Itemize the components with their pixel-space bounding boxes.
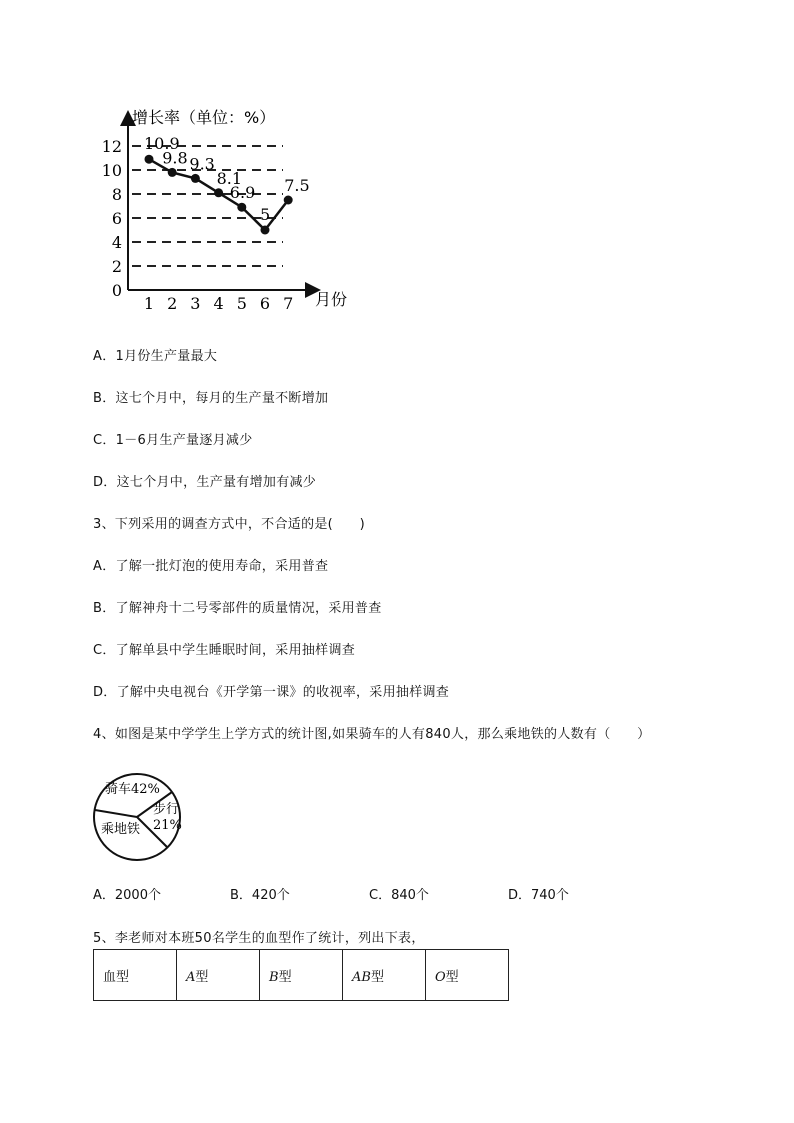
y-tick-label: 4 xyxy=(111,233,122,252)
q4-option-c: C．840个 xyxy=(369,888,429,903)
q3-option-c: C．了解单县中学生睡眠时间，采用抽样调查 xyxy=(93,643,356,658)
growth-rate-line-chart xyxy=(95,100,365,315)
data-label: 8.1 xyxy=(216,168,243,188)
q4-option-d: D．740个 xyxy=(508,888,569,903)
type-letter: AB xyxy=(352,969,371,985)
data-label: 7.5 xyxy=(284,176,310,195)
chart-title: 增长率（单位：%） xyxy=(132,108,276,127)
q3-option-b: B．了解神舟十二号零部件的质量情况，采用普查 xyxy=(93,601,382,616)
data-labels xyxy=(144,134,310,224)
commute-pie-chart xyxy=(90,770,190,865)
table-header-cell xyxy=(260,950,343,1001)
data-point xyxy=(284,196,293,205)
type-letter: B xyxy=(269,969,279,985)
pie-label-walk: 步行 xyxy=(153,802,180,817)
type-suffix: 型 xyxy=(195,969,209,985)
q2-option-d: D．这七个月中，生产量有增加有减少 xyxy=(93,475,317,490)
q3-option-a: A．了解一批灯泡的使用寿命，采用普查 xyxy=(93,559,329,574)
data-label: 9.3 xyxy=(189,154,215,174)
blood-type-label: 血型 xyxy=(103,969,130,985)
type-suffix: 型 xyxy=(278,969,292,985)
q2-option-a: A．1月份生产量最大 xyxy=(93,349,218,364)
q4-stem: 4、如图是某中学学生上学方式的统计图,如果骑车的人有840人，那么乘地铁的人数有（ ） xyxy=(93,727,651,742)
q3-option-d: D．了解中央电视台《开学第一课》的收视率，采用抽样调查 xyxy=(93,685,450,700)
table-header-cell xyxy=(177,950,260,1001)
y-tick-label: 2 xyxy=(111,257,122,276)
q4-option-a: A．2000个 xyxy=(93,888,161,903)
q2-option-b: B．这七个月中，每月的生产量不断增加 xyxy=(93,391,329,406)
y-tick-label: 10 xyxy=(101,161,122,180)
pie-label-bike: 骑车42% xyxy=(105,782,160,797)
data-point xyxy=(237,203,246,212)
q3-stem: 3、下列采用的调查方式中，不合适的是( ) xyxy=(93,517,366,532)
x-tick-label: 6 xyxy=(259,294,271,313)
x-tick-labels xyxy=(144,294,293,313)
data-label: 10.9 xyxy=(144,134,180,154)
y-tick-label: 0 xyxy=(111,281,122,300)
q5-stem: 5、李老师对本班50名学生的血型作了统计，列出下表， xyxy=(93,931,425,946)
x-tick-label: 1 xyxy=(143,294,155,313)
pie-label-walk-pct: 21% xyxy=(153,818,182,833)
type-letter: A xyxy=(186,969,196,985)
data-point xyxy=(261,226,270,235)
type-letter: O xyxy=(435,969,446,985)
y-tick-label: 8 xyxy=(111,185,122,204)
y-tick-label: 6 xyxy=(111,209,122,228)
table-header-cell xyxy=(343,950,426,1001)
data-point xyxy=(145,155,154,164)
table-header-cell xyxy=(94,950,177,1001)
data-point xyxy=(168,168,177,177)
x-tick-label: 2 xyxy=(167,294,178,313)
x-tick-label: 3 xyxy=(190,294,201,313)
table-header-cell xyxy=(426,950,509,1001)
pie-divider-subway-bike xyxy=(95,810,137,817)
x-axis-label: 月份 xyxy=(315,290,348,309)
data-label: 6.9 xyxy=(229,183,256,203)
x-tick-label: 7 xyxy=(283,294,294,313)
q2-option-c: C．1－6月生产量逐月减少 xyxy=(93,433,253,448)
x-tick-label: 5 xyxy=(236,294,247,313)
type-suffix: 型 xyxy=(445,969,459,985)
data-point xyxy=(214,188,223,197)
y-tick-labels xyxy=(102,137,122,300)
type-suffix: 型 xyxy=(370,969,384,985)
data-label: 9.8 xyxy=(162,148,188,168)
data-label: 5 xyxy=(260,205,271,224)
q4-option-b: B．420个 xyxy=(230,888,290,903)
y-tick-label: 12 xyxy=(101,137,122,156)
x-tick-label: 4 xyxy=(213,294,224,313)
blood-type-table xyxy=(93,949,509,1001)
data-point xyxy=(191,174,200,183)
table-row xyxy=(94,950,509,1001)
pie-label-subway: 乘地铁 xyxy=(101,822,141,837)
